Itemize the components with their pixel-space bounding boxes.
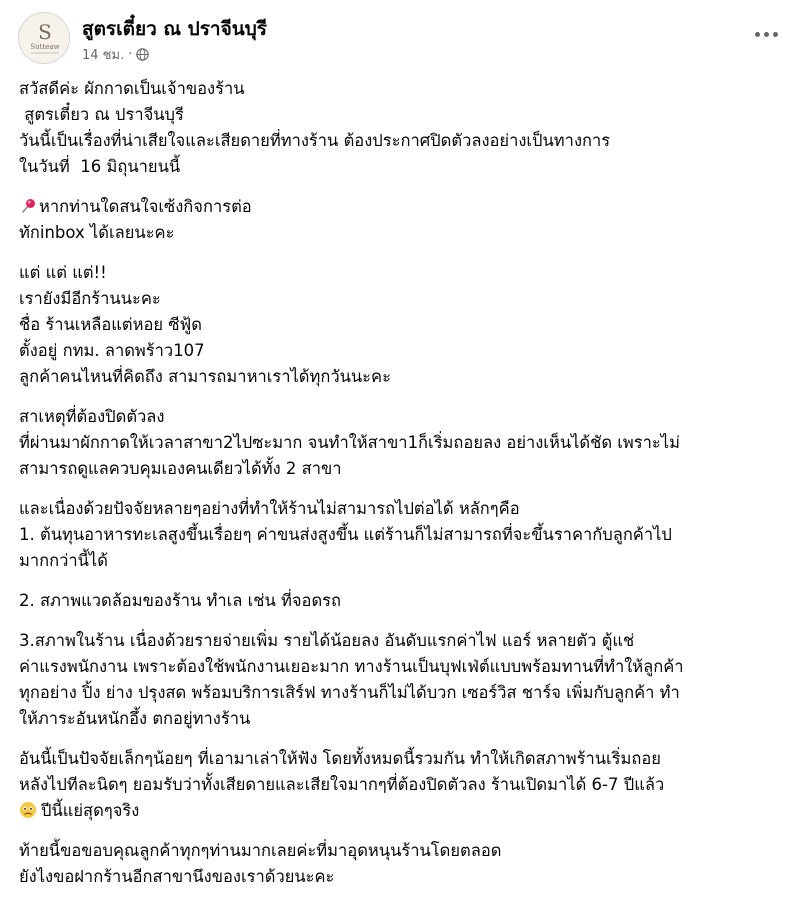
page-name-link[interactable]: สูตรเตี๋ยว ณ ปราจีนบุรี [82, 18, 267, 40]
avatar-logo [19, 13, 70, 64]
meta-separator: · [128, 47, 133, 62]
text-line: ยังไงขอฝากร้านอีกสาขานึงของเราด้วยนะคะ [19, 867, 335, 886]
text-line: ลูกค้าคนไหนที่คิดถึง สามารถมาหาเราได้ทุกวันนะคะ [19, 367, 391, 386]
pushpin-icon [19, 197, 37, 215]
text-line: วันนี้เป็นเรื่องที่น่าเสียใจและเสียดายที่ทางร้าน ต้องประกาศปิดตัวลงอย่างเป็นทางการ [19, 131, 611, 150]
avatar-text: Sutteaw [30, 43, 60, 51]
text-line: ทักinbox ได้เลยนะคะ [19, 223, 175, 242]
text-line: ตั้งอยู่ กทม. ลาดพร้าว107 [19, 341, 205, 360]
text-line: และเนื่องด้วยปัจจัยหลายๆอย่างที่ทำให้ร้านไม่สามารถไปต่อได้ หลักๆคือ [19, 499, 520, 518]
paragraph-reason [19, 404, 785, 482]
text-line: ท้ายนี้ขอขอบคุณลูกค้าทุกๆท่านมากเลยค่ะที่มาอุดหนุนร้านโดยตลอด [19, 841, 502, 860]
text-line: สามารถดูแลควบคุมเองคนเดียวได้ทั้ง 2 สาขา [19, 459, 342, 478]
text-line: ค่าแรงพนักงาน เพราะต้องใช้พนักงานเยอะมาก ทางร้านเป็นบุฟเฟ่ต์แบบพร้อมทานที่ทำให้ลูกค้า [19, 657, 684, 676]
page-avatar[interactable] [18, 12, 70, 64]
paragraph-factors [19, 496, 785, 574]
paragraph-factor-3 [19, 628, 785, 732]
text-line: 1. ต้นทุนอาหารทะเลสูงขึ้นเรื่อยๆ ค่าขนส่งสูงขึ้น แต่ร้านก็ไม่สามารถที่จะขึ้นราคากับลูกค้าไป [19, 525, 672, 544]
paragraph-summary [19, 746, 785, 824]
text-line: อันนี้เป็นปัจจัยเล็กๆน้อยๆ ที่เอามาเล่าให้ฟัง โดยทั้งหมดนี้รวมกัน ทำให้เกิดสภาพร้านเริ่มถอย [19, 749, 661, 768]
text-line: มากกว่านี้ได้ [19, 551, 108, 570]
post-timestamp[interactable]: 14 ชม. [82, 48, 125, 63]
paragraph-other-branch [19, 260, 785, 390]
globe-icon[interactable] [136, 48, 149, 61]
text-line: ที่ผ่านมาผักกาดให้เวลาสาขา2ไปซะมาก จนทำให้สาขา1ก็เริ่มถอยลง อย่างเห็นได้ชัด เพราะไม่ [19, 433, 680, 452]
paragraph-thanks [19, 838, 785, 890]
text-line [19, 194, 785, 220]
text-line: ในวันที่ 16 มิถุนายนนี้ [19, 157, 181, 176]
paragraph-sale [19, 194, 785, 246]
svg-text:S: S [38, 20, 52, 44]
paragraph-greeting [19, 76, 785, 180]
summary-last-text: ปีนี้แย่สุดๆจริง [41, 801, 140, 820]
text-line: สาเหตุที่ต้องปิดตัวลง [19, 407, 165, 426]
text-line: 2. สภาพแวดล้อมของร้าน ทำเล เช่น ที่จอดรถ [19, 591, 342, 610]
sad-face-emoji [19, 801, 37, 819]
post-meta [82, 44, 149, 65]
sale-text: หากท่านใดสนใจเซ้งกิจการต่อ [39, 197, 252, 216]
text-line: ทุกอย่าง ปิ้ง ย่าง ปรุงสด พร้อมบริการเสิร์ฟ ทางร้านก็ไม่ได้บวก เซอร์วิส ชาร์จ เพิ่มกับลูกค้า ทำ [19, 683, 680, 702]
more-options-icon[interactable] [748, 22, 784, 46]
text-line: ให้ภาระอันหนักอึ้ง ตกอยู่ทางร้าน [19, 709, 251, 728]
text-line: สูตรเตี๋ยว ณ ปราจีนบุรี [19, 105, 184, 124]
post-header [14, 8, 786, 68]
text-line [19, 798, 785, 824]
text-line: ชื่อ ร้านเหลือแต่หอย ซีฟู้ด [19, 315, 202, 334]
text-line: แต่ แต่ แต่!! [19, 263, 107, 282]
post-content [19, 76, 785, 904]
text-line: เรายังมีอีกร้านนะคะ [19, 289, 161, 308]
paragraph-factor-2 [19, 588, 785, 614]
text-line: สวัสดีค่ะ ผักกาดเป็นเจ้าของร้าน [19, 79, 245, 98]
text-line: หลังไปทีละนิดๆ ยอมรับว่าทั้งเสียดายและเสียใจมากๆที่ต้องปิดตัวลง ร้านเปิดมาได้ 6-7 ปีแล้ว [19, 775, 665, 794]
text-line: 3.สภาพในร้าน เนื่องด้วยรายจ่ายเพิ่ม รายได้น้อยลง อันดับแรกค่าไฟ แอร์ หลายตัว ตู้แช่ [19, 631, 635, 650]
